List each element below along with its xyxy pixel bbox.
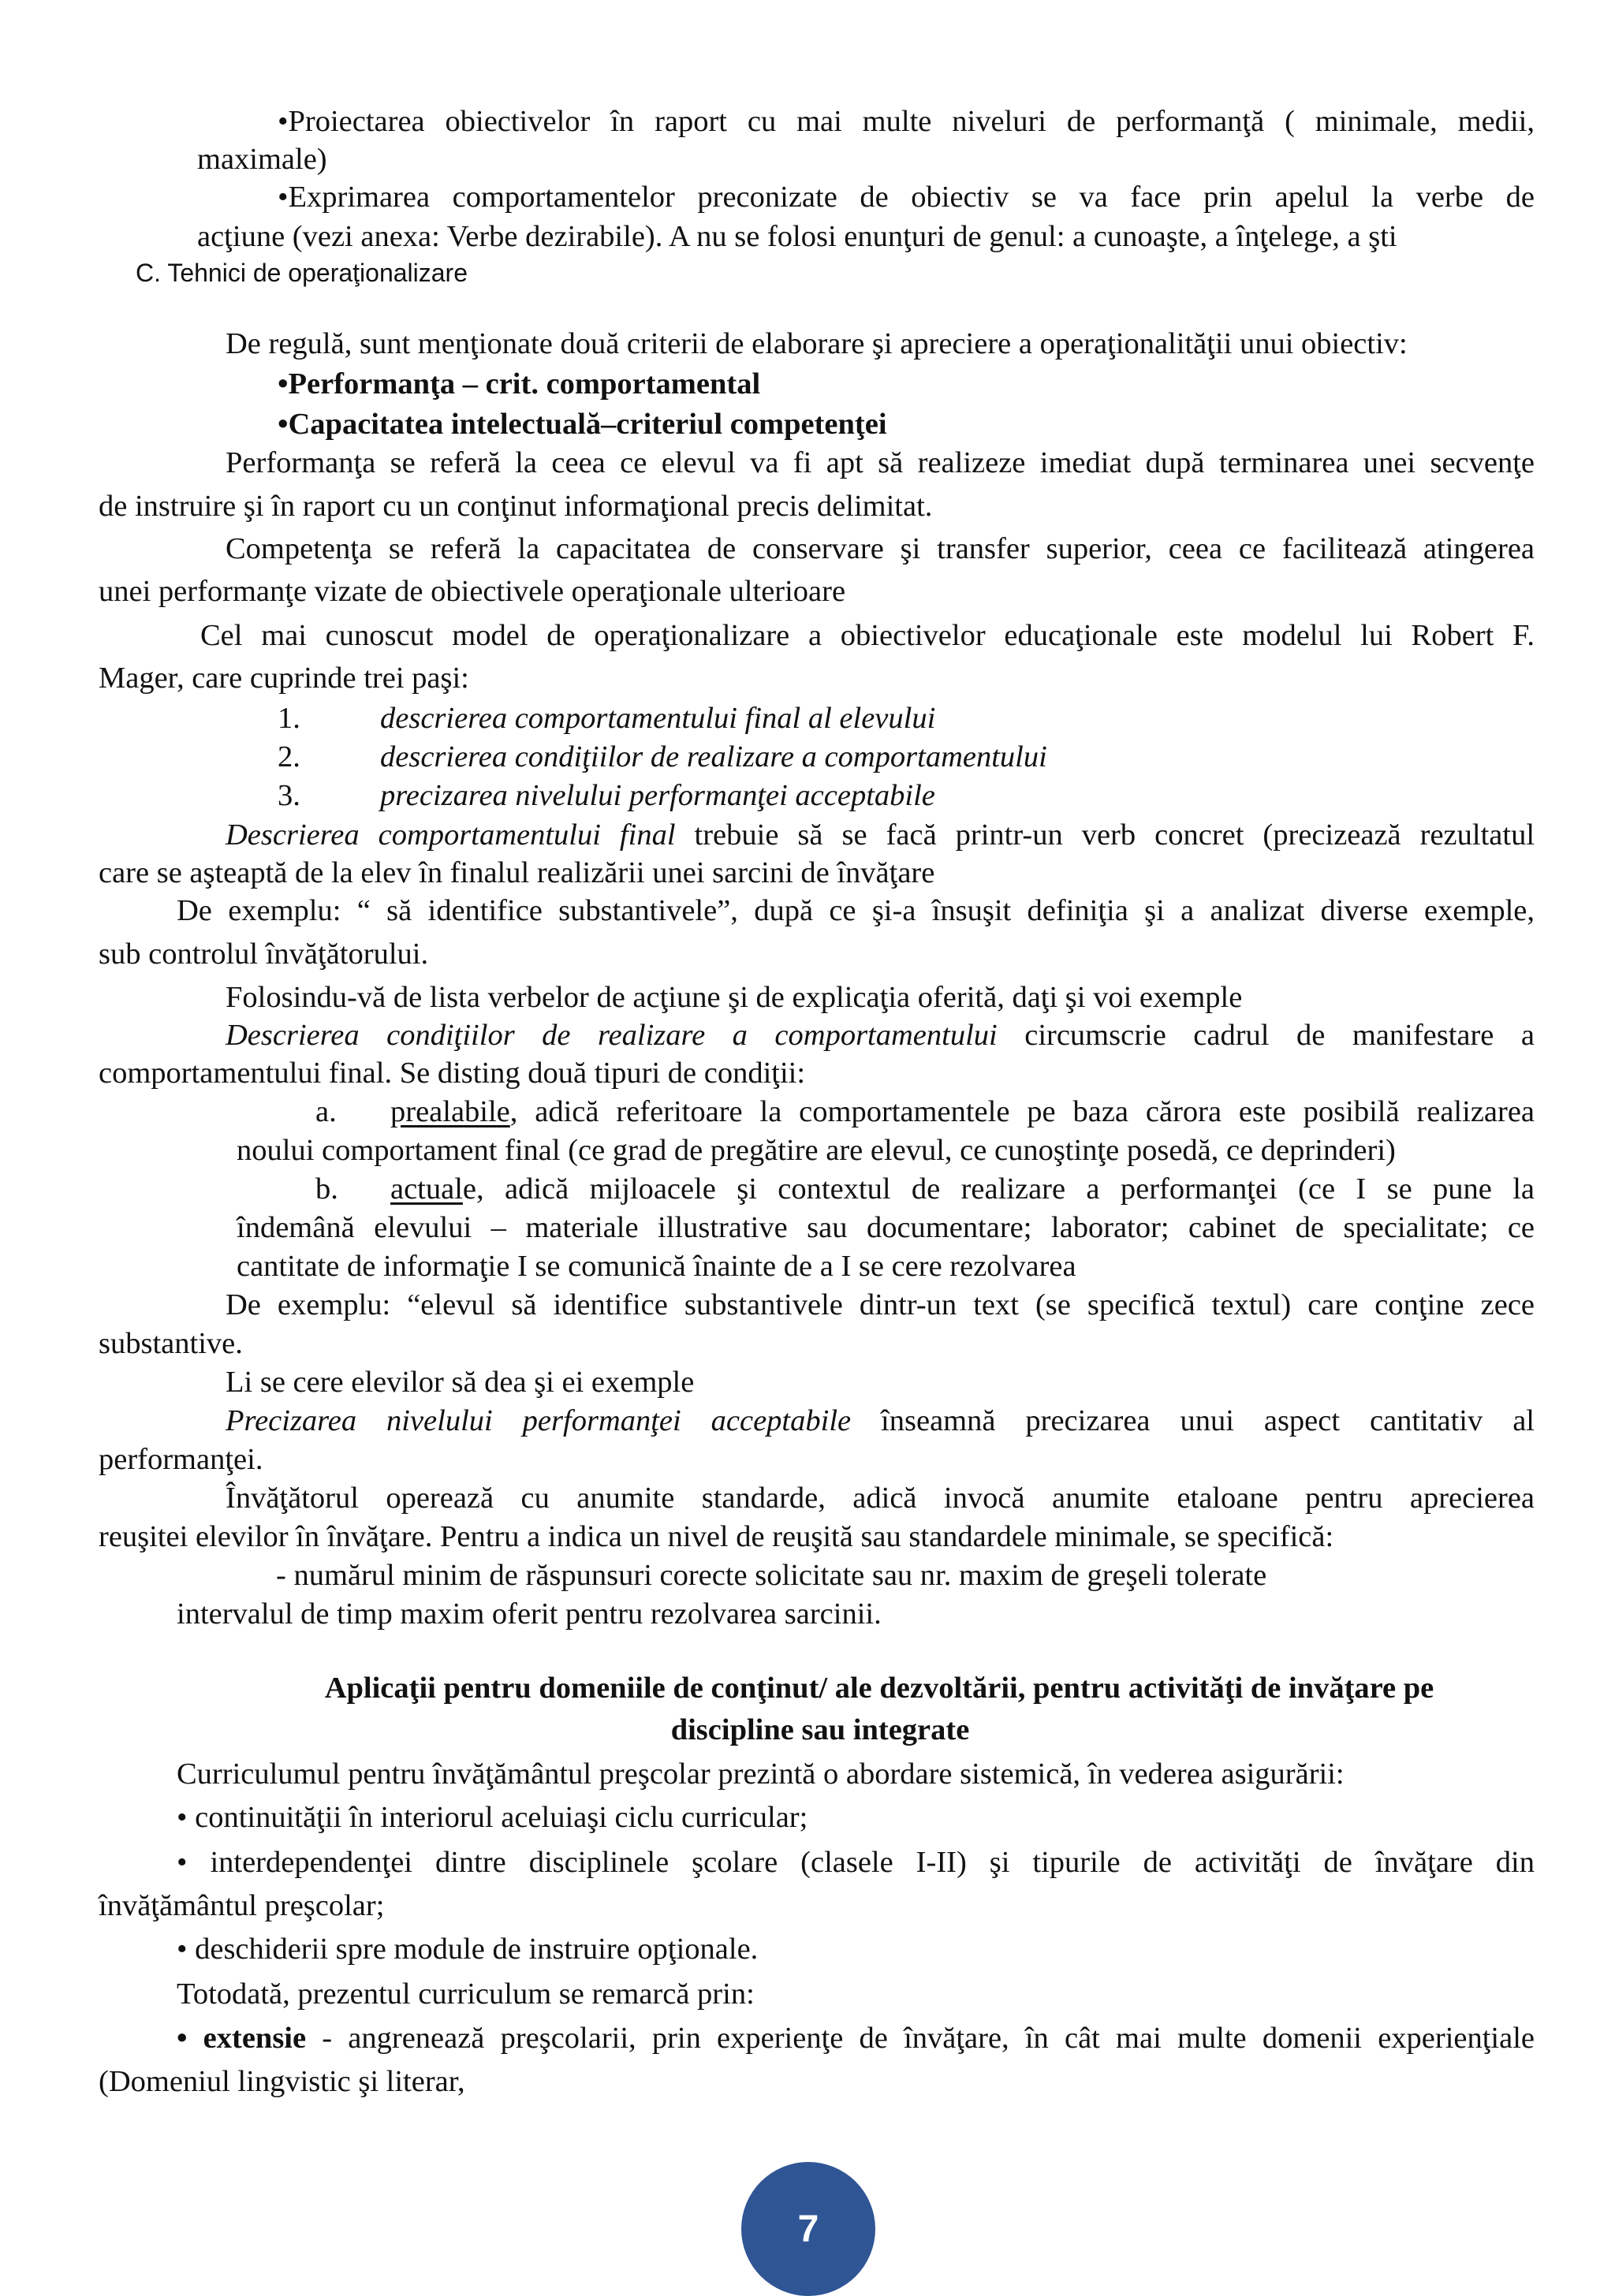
- text-line: Învăţătorul operează cu anumite standarde, adică invocă anumite etaloane pentru aprecierea: [226, 1482, 1535, 1515]
- list-number: 2.: [278, 740, 300, 773]
- text-line: De regulă, sunt menţionate două criterii de elaborare şi apreciere a operaţionalităţii unui obiectiv:: [226, 327, 1408, 360]
- bullet-performance: •Performanţa – crit. comportamental: [278, 367, 761, 401]
- text-line: (Domeniul lingvistic şi literar,: [99, 2065, 465, 2098]
- page-number-badge: [741, 2162, 875, 2296]
- section-heading-c: C. Tehnici de operaţionalizare: [136, 259, 468, 287]
- list-item-step-1: 1. descrierea comportamentului final al elevului: [278, 699, 935, 737]
- text-line: maximale): [197, 143, 327, 176]
- bullet-behaviour-expression: •Exprimarea comportamentelor preconizate de obiectiv se va face prin apelul la verbe de: [278, 181, 1535, 214]
- section-heading-applications: Aplicaţii pentru domeniile de conţinut/ ale dezvoltării, pentru activităţi de invăţare pe: [324, 1672, 1434, 1705]
- list-item: • continuităţii în interiorul aceluiaşi ciclu curricular;: [177, 1801, 808, 1834]
- text-line: Li se cere elevilor să dea şi ei exemple: [226, 1366, 695, 1399]
- page-number: 7: [797, 2208, 819, 2250]
- text-line: Mager, care cuprinde trei paşi:: [99, 662, 469, 695]
- text-line: substantive.: [99, 1327, 243, 1360]
- bullet-objectives-levels: •Proiectarea obiectivelor în raport cu mai multe niveluri de performanţă ( minimale, medii,: [278, 105, 1535, 138]
- list-number: 1.: [278, 702, 300, 735]
- text-line: unei performanţe vizate de obiectivele operaţionale ulterioare: [99, 575, 846, 608]
- list-number: 3.: [278, 779, 300, 812]
- list-item-step-3: 3. precizarea nivelului performanţei acceptabile: [278, 777, 935, 814]
- list-item-step-2: 2. descrierea condiţiilor de realizare a comportamentului: [278, 738, 1047, 776]
- text-line: De exemplu: “elevul să identifice substantivele dintr-un text (se specifică textul) care conţine zece: [226, 1288, 1535, 1321]
- text-line: De exemplu: “ să identifice substantivele”, după ce şi-a însuşit definiţia şi a analizat diverse exemple,: [177, 894, 1535, 927]
- text-line: de instruire şi în raport cu un conţinut informaţional precis delimitat.: [99, 490, 933, 523]
- text-line: cantitate de informaţie I se comunică înainte de a I se cere rezolvarea: [237, 1250, 1076, 1283]
- section-heading-applications-line2: discipline sau integrate: [670, 1713, 970, 1746]
- text-line: Performanţa se referă la ceea ce elevul va fi apt să realizeze imediat după terminarea unei secvenţe: [226, 446, 1535, 479]
- text-line: noului comportament final (ce grad de pregătire are elevul, ce cunoştinţe posedă, ce deprinderi): [237, 1134, 1396, 1167]
- list-item: • interdependenţei dintre disciplinele şcolare (clasele I-II) şi tipurile de activităţi de învăţare din: [177, 1846, 1535, 1879]
- text-line: îndemână elevului – materiale illustrative sau documentare; laborator; cabinet de specialitate; ce: [237, 1211, 1535, 1244]
- text-line: comportamentului final. Se disting două tipuri de condiţii:: [99, 1057, 806, 1090]
- text-line: Folosindu-vă de lista verbelor de acţiune şi de explicaţia oferită, daţi şi voi exemple: [226, 981, 1243, 1014]
- text-line: învăţământul preşcolar;: [99, 1889, 385, 1922]
- text-line: Precizarea nivelului performanţei acceptabile înseamnă precizarea unui aspect cantitativ al: [226, 1404, 1535, 1437]
- condition-item-b: b. actuale, adică mijloacele şi contextul de realizare a performanţei (ce I se pune la: [315, 1170, 1535, 1208]
- text-line: reuşitei elevilor în învăţare. Pentru a indica un nivel de reuşită sau standardele minimale, se specifică:: [99, 1520, 1334, 1553]
- text-line: intervalul de timp maxim oferit pentru rezolvarea sarcinii.: [177, 1597, 882, 1631]
- text-line: care se aşteaptă de la elev în finalul realizării unei sarcini de învăţare: [99, 856, 935, 889]
- condition-label: a.: [315, 1095, 337, 1128]
- text-line: Descrierea condiţiilor de realizare a comportamentului circumscrie cadrul de manifestare a: [226, 1019, 1535, 1052]
- text-line: Competenţa se referă la capacitatea de conservare şi transfer superior, ceea ce facilitează atingerea: [226, 532, 1535, 565]
- text-line: - numărul minim de răspunsuri corecte solicitate sau nr. maxim de greşeli tolerate: [276, 1559, 1267, 1592]
- condition-item-a: a. prealabile, adică referitoare la comportamentele pe baza cărora este posibilă realizarea: [315, 1093, 1535, 1131]
- text-line: sub controlul învăţătorului.: [99, 937, 429, 971]
- condition-label: b.: [315, 1172, 338, 1206]
- text-line: Totodată, prezentul curriculum se remarcă prin:: [177, 1977, 755, 2011]
- text-line: performanţei.: [99, 1443, 263, 1476]
- bullet-competence: •Capacitatea intelectuală–criteriul competenţei: [278, 408, 887, 441]
- list-item: • deschiderii spre module de instruire opţionale.: [177, 1933, 759, 1966]
- text-line: Cel mai cunoscut model de operaţionalizare a obiectivelor educaţionale este modelul lui Robert F.: [200, 619, 1535, 652]
- text-line: acţiune (vezi anexa: Verbe dezirabile). A nu se folosi enunţuri de genul: a cunoaşte, a înţelege, a şti: [197, 220, 1397, 253]
- text-line: Descrierea comportamentului final trebuie să se facă printr-un verb concret (precizează rezultatul: [226, 818, 1535, 852]
- text-line: Curriculumul pentru învăţământul preşcolar prezintă o abordare sistemică, în vederea asigurării:: [177, 1757, 1345, 1791]
- list-item: • extensie - angrenează preşcolarii, prin experienţe de învăţare, în cât mai multe domenii experienţiale: [177, 2022, 1535, 2055]
